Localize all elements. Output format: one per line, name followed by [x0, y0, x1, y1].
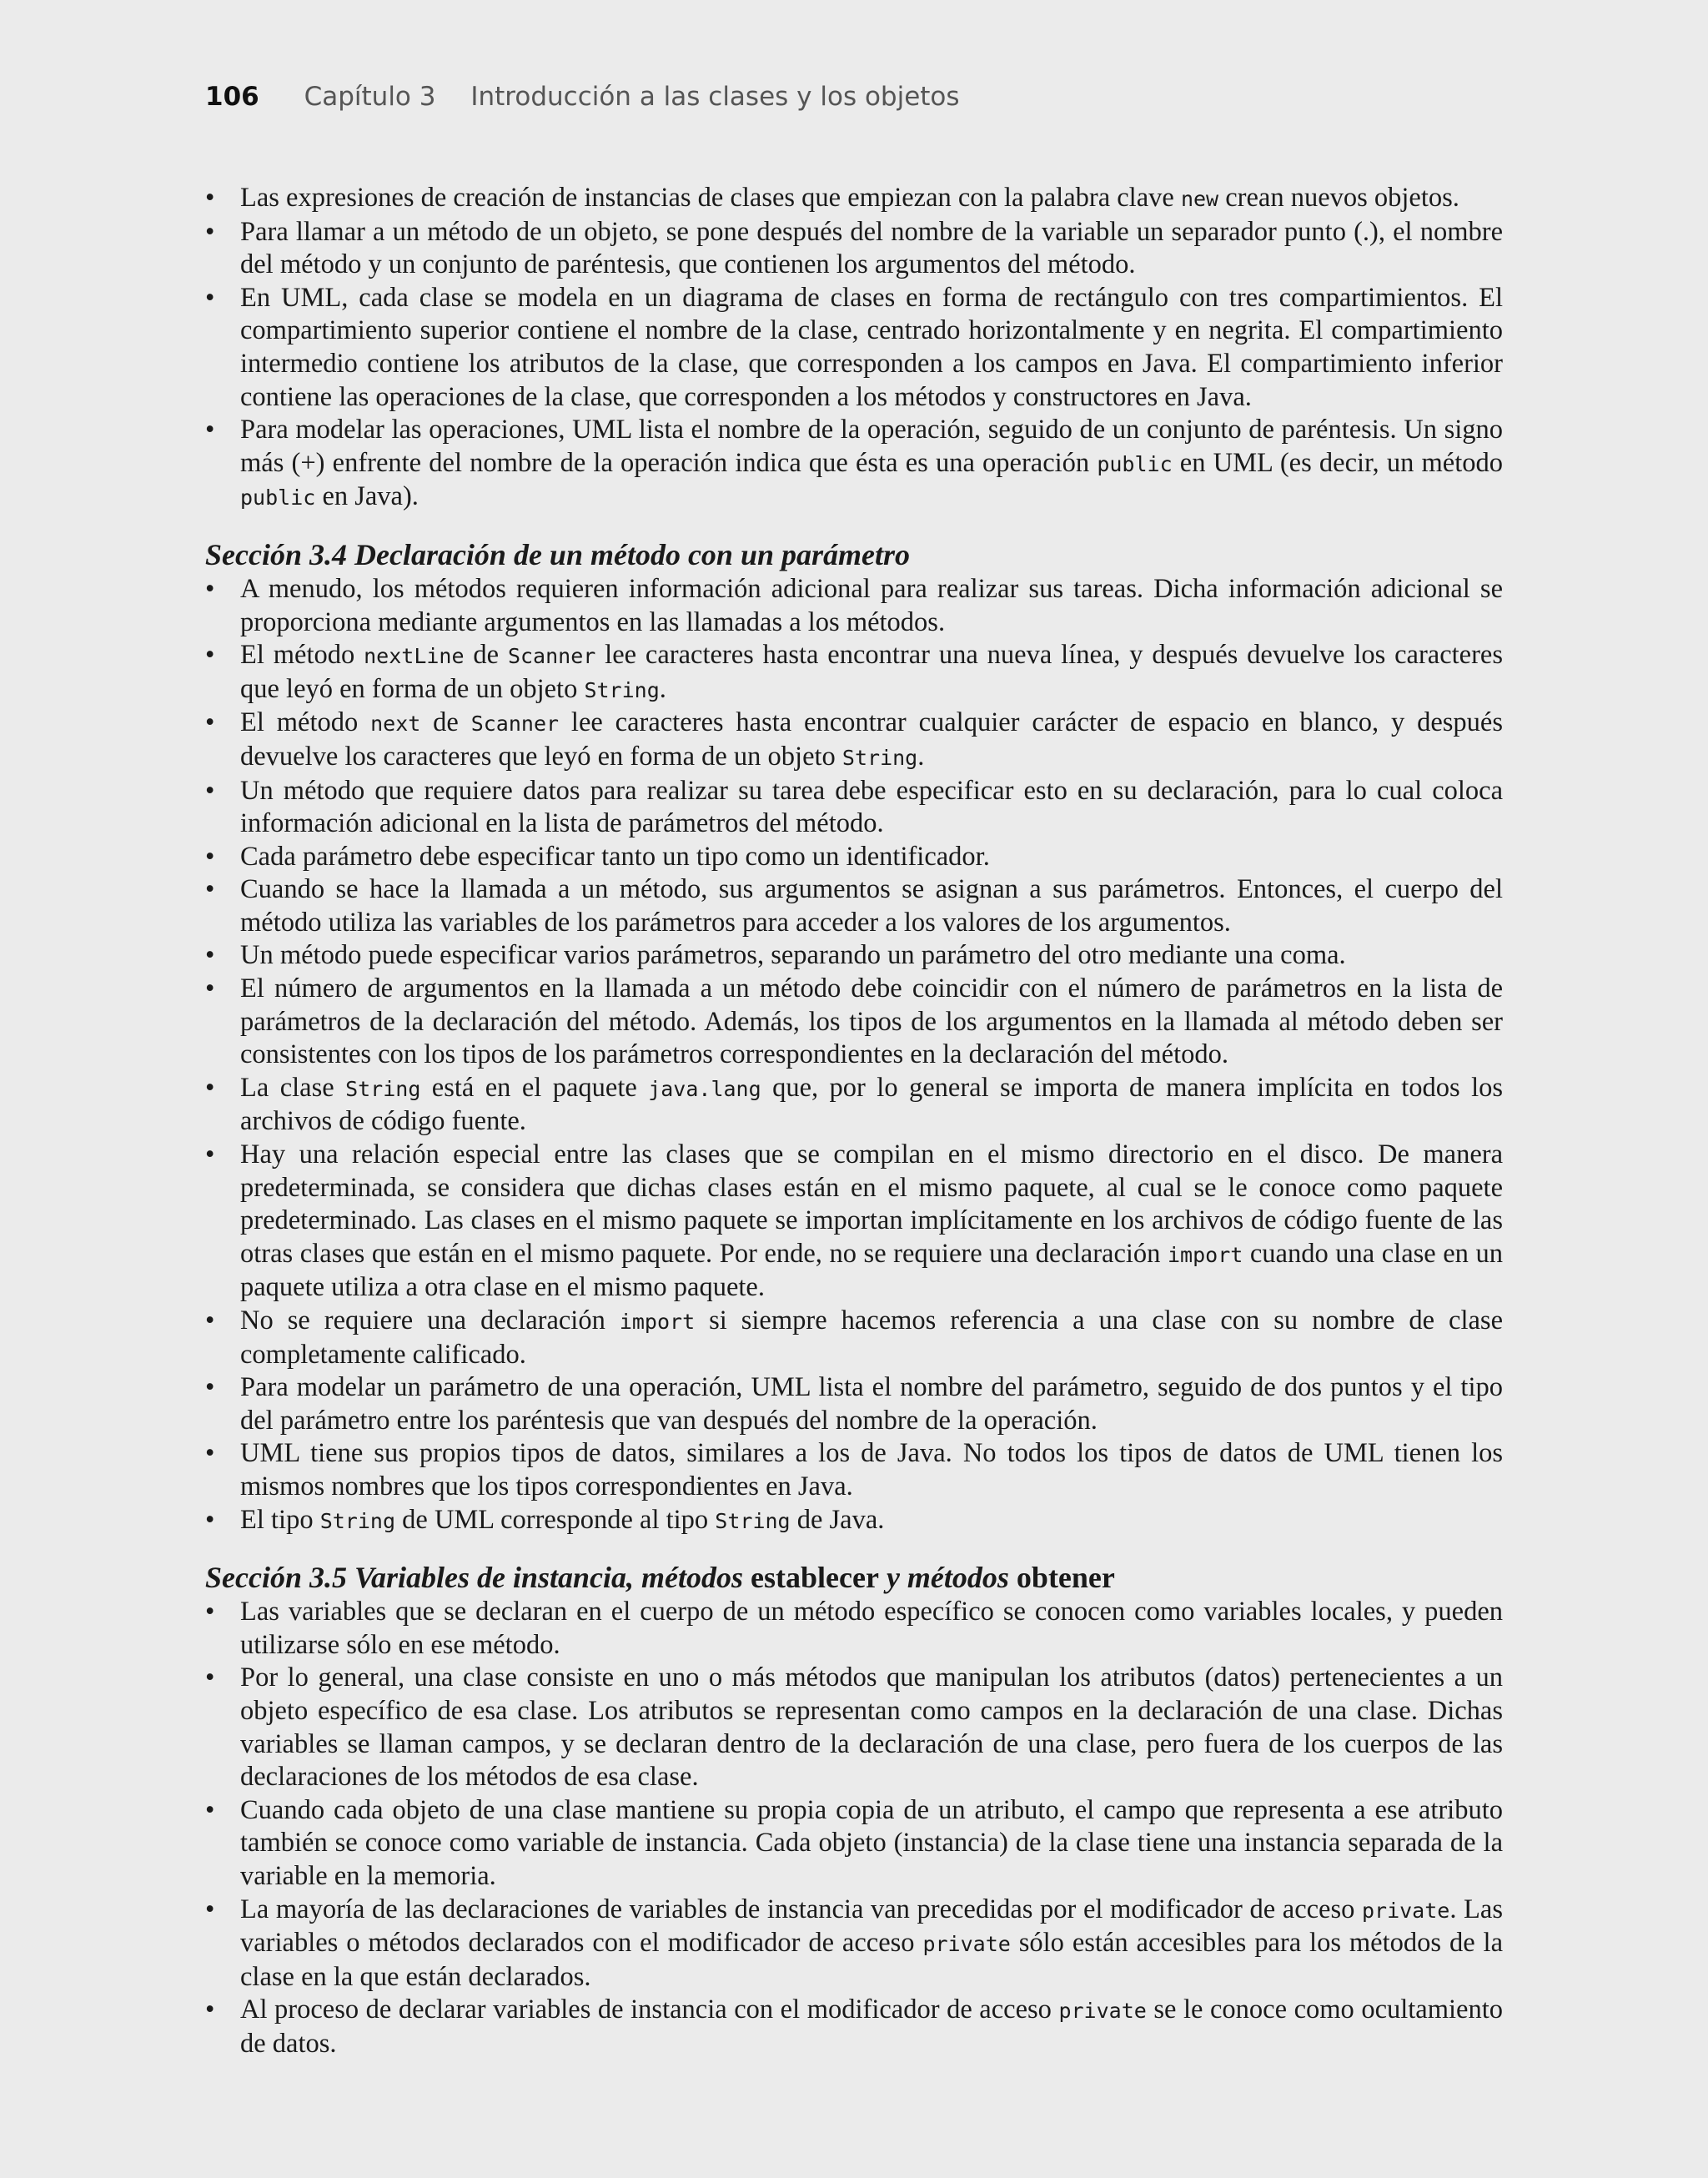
bullet-item: • Por lo general, una clase consiste en uno o más métodos que manipulan los atributos (datos) pertenecientes a un objeto específico de esa clase. Los atributos se representan como campos en la declaración de una clase. Dichas variables se llaman campos, y se declaran dentro de la declaración de una clase, pero fuera de los cuerpos de las declaraciones de los métodos de esa clase.: [205, 1662, 1503, 1793]
code-keyword: String: [345, 1076, 421, 1101]
bullet-item: • Cada parámetro debe especificar tanto un tipo como un identificador.: [205, 841, 1503, 874]
code-keyword: private: [1361, 1898, 1450, 1923]
bullet-item: • Para modelar un parámetro de una operación, UML lista el nombre del parámetro, seguido de dos puntos y el tipo del parámetro entre los paréntesis que van después del nombre de la operación.: [205, 1371, 1503, 1437]
code-keyword: nextLine: [364, 644, 465, 669]
code-keyword: java.lang: [648, 1076, 761, 1101]
bullet-item: • El método nextLine de Scanner lee caracteres hasta encontrar una nueva línea, y después devuelve los caracteres que leyó en forma de un objeto String.: [205, 639, 1503, 707]
code-keyword: private: [1058, 1999, 1147, 2024]
section-3-4-bullet-list: [205, 573, 1503, 1537]
code-keyword: String: [715, 1508, 791, 1533]
bullet-item: • Un método puede especificar varios parámetros, separando un parámetro del otro mediante una coma.: [205, 939, 1503, 973]
bullet-item: • UML tiene sus propios tipos de datos, similares a los de Java. No todos los tipos de datos de UML tienen los mismos nombres que los tipos correspondientes en Java.: [205, 1437, 1503, 1503]
bullet-item: • Cuando se hace la llamada a un método, sus argumentos se asignan a sus parámetros. Entonces, el cuerpo del método utiliza las variables de los parámetros para acceder a los valores de los argumentos.: [205, 873, 1503, 939]
page-number: 106: [205, 82, 259, 112]
bullet-item: • Para modelar las operaciones, UML lista el nombre de la operación, seguido de un conjunto de paréntesis. Un signo más (+) enfrente del nombre de la operación indica que ésta es una operación public en UML (es decir, un método public en Java).: [205, 414, 1503, 515]
code-keyword: import: [619, 1310, 696, 1334]
section-heading-3-4: Sección 3.4 Declaración de un método con un parámetro: [205, 537, 910, 571]
bullet-item: • Para llamar a un método de un objeto, se pone después del nombre de la variable un separador punto (.), el nombre del método y un conjunto de paréntesis, que contienen los argumentos del método.: [205, 216, 1503, 282]
bullet-item: • La mayoría de las declaraciones de variables de instancia van precedidas por el modificador de acceso private. Las variables o métodos declarados con el modificador de acceso private sólo están accesibles para los métodos de la clase en la que están declarados.: [205, 1894, 1503, 1994]
code-keyword: Scanner: [507, 644, 596, 669]
code-keyword: new: [1180, 187, 1219, 211]
bullet-item: • El método next de Scanner lee caracteres hasta encontrar cualquier carácter de espacio en blanco, y después devuelve los caracteres que leyó en forma de un objeto String.: [205, 707, 1503, 774]
code-keyword: next: [370, 712, 421, 737]
code-keyword: String: [584, 677, 660, 702]
code-keyword: String: [319, 1508, 396, 1533]
code-keyword: private: [922, 1932, 1011, 1957]
bullet-item: • Las expresiones de creación de instancias de clases que empiezan con la palabra clave new crean nuevos objetos.: [205, 182, 1503, 216]
code-keyword: import: [1167, 1242, 1243, 1267]
code-keyword: public: [240, 485, 316, 511]
intro-bullet-list: [205, 182, 1503, 515]
bullet-item: • En UML, cada clase se modela en un diagrama de clases en forma de rectángulo con tres compartimientos. El compartimiento superior contiene el nombre de la clase, centrado horizontalmente y en negrita. El compartimiento intermedio contiene los atributos de la clase, que corresponden a los campos en Java. El compartimiento inferior contiene las operaciones de la clase, que corresponden a los métodos y constructores en Java.: [205, 282, 1503, 414]
bullet-item: • Un método que requiere datos para realizar su tarea debe especificar esto en su declaración, para lo cual coloca información adicional en la lista de parámetros del método.: [205, 775, 1503, 841]
bullet-item: • La clase String está en el paquete java.lang que, por lo general se importa de manera implícita en todos los archivos de código fuente.: [205, 1072, 1503, 1139]
code-keyword: Scanner: [470, 712, 560, 737]
bullet-item: • A menudo, los métodos requieren información adicional para realizar sus tareas. Dicha información adicional se proporciona mediante argumentos en las llamadas a los métodos.: [205, 573, 1503, 639]
code-keyword: String: [841, 745, 918, 770]
bullet-item: • El tipo String de UML corresponde al tipo String de Java.: [205, 1504, 1503, 1538]
chapter-title: Introducción a las clases y los objetos: [470, 82, 960, 112]
running-header: [205, 82, 960, 112]
page-body: [205, 182, 1503, 2060]
bullet-item: • No se requiere una declaración import si siempre hacemos referencia a una clase con su nombre de clase completamente calificado.: [205, 1305, 1503, 1371]
bullet-item: • Cuando cada objeto de una clase mantiene su propia copia de un atributo, el campo que representa a ese atributo también se conoce como variable de instancia. Cada objeto (instancia) de la clase tiene una instancia separada de la variable en la memoria.: [205, 1794, 1503, 1894]
code-keyword: public: [1097, 451, 1173, 476]
bullet-item: • Al proceso de declarar variables de instancia con el modificador de acceso private se le conoce como ocultamiento de datos.: [205, 1994, 1503, 2060]
bullet-item: • Las variables que se declaran en el cuerpo de un método específico se conocen como variables locales, y pueden utilizarse sólo en ese método.: [205, 1596, 1503, 1662]
section-heading-3-5: Sección 3.5 Variables de instancia, métodos establecer y métodos obtener: [205, 1561, 1115, 1595]
section-3-5-bullet-list: [205, 1596, 1503, 2060]
bullet-item: • El número de argumentos en la llamada a un método debe coincidir con el número de parámetros en la lista de parámetros de la declaración del método. Además, los tipos de los argumentos en la llamada al método deben ser consistentes con los tipos de los parámetros correspondientes en la declaración del método.: [205, 973, 1503, 1072]
chapter-label: Capítulo 3: [304, 82, 436, 112]
bullet-item: • Hay una relación especial entre las clases que se compilan en el mismo directorio en el disco. De manera predeterminada, se considera que dichas clases están en el mismo paquete, al cual se le conoce como paquete predeterminado. Las clases en el mismo paquete se importan implícitamente en los archivos de código fuente de las otras clases que están en el mismo paquete. Por ende, no se requiere una declaración import cuando una clase en un paquete utiliza a otra clase en el mismo paquete.: [205, 1139, 1503, 1305]
